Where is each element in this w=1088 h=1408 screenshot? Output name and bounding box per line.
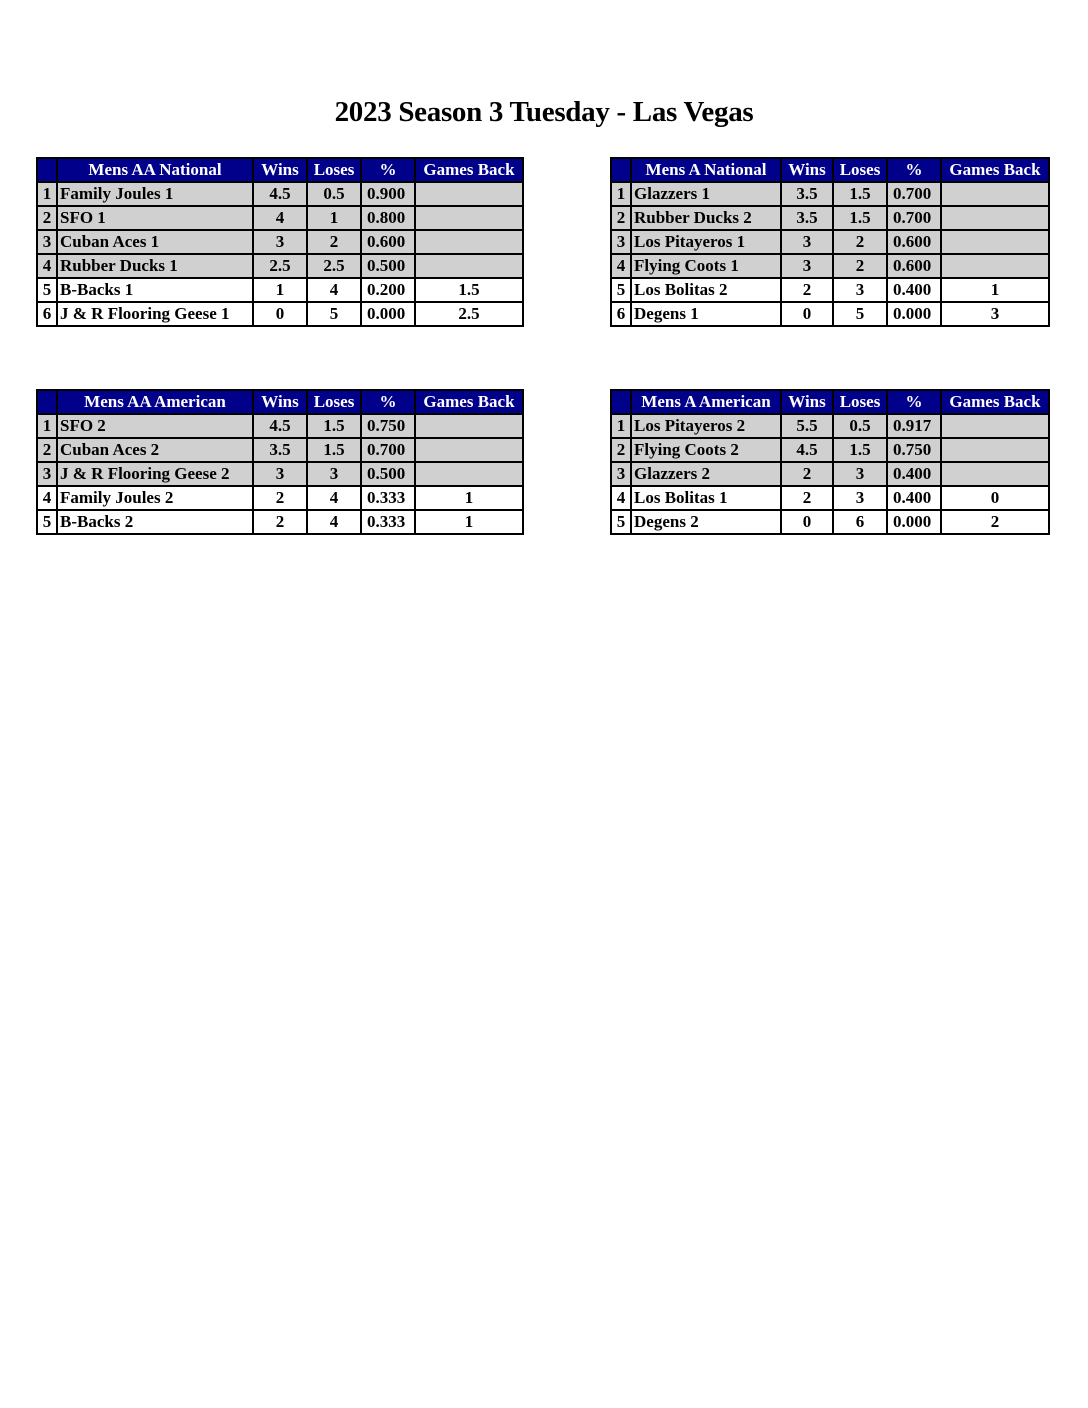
pct-cell: 0.917 bbox=[887, 414, 941, 438]
games-back-cell bbox=[941, 414, 1049, 438]
wins-cell: 2 bbox=[781, 462, 833, 486]
division-name: Mens A National bbox=[631, 158, 781, 182]
loses-cell: 3 bbox=[833, 462, 887, 486]
loses-cell: 3 bbox=[833, 486, 887, 510]
division-name: Mens AA National bbox=[57, 158, 253, 182]
table-row bbox=[37, 182, 523, 206]
rank-cell: 1 bbox=[611, 182, 631, 206]
pct-cell: 0.800 bbox=[361, 206, 415, 230]
games-back-cell bbox=[415, 182, 523, 206]
rank-cell: 4 bbox=[611, 254, 631, 278]
header-rank-cell bbox=[37, 390, 57, 414]
pct-cell: 0.200 bbox=[361, 278, 415, 302]
team-name-cell: Flying Coots 1 bbox=[631, 254, 781, 278]
table-row bbox=[611, 486, 1049, 510]
pct-cell: 0.000 bbox=[361, 302, 415, 326]
loses-header: Loses bbox=[833, 390, 887, 414]
pct-cell: 0.750 bbox=[887, 438, 941, 462]
wins-cell: 5.5 bbox=[781, 414, 833, 438]
pct-cell: 0.600 bbox=[887, 230, 941, 254]
pct-cell: 0.400 bbox=[887, 278, 941, 302]
header-row bbox=[611, 390, 1049, 414]
loses-cell: 5 bbox=[307, 302, 361, 326]
table-row bbox=[37, 462, 523, 486]
loses-cell: 4 bbox=[307, 278, 361, 302]
loses-cell: 1.5 bbox=[307, 414, 361, 438]
rank-cell: 3 bbox=[611, 462, 631, 486]
standings-table-mens-aa-national bbox=[36, 157, 524, 327]
wins-cell: 3 bbox=[253, 462, 307, 486]
pct-cell: 0.900 bbox=[361, 182, 415, 206]
rank-cell: 1 bbox=[611, 414, 631, 438]
table-row bbox=[37, 278, 523, 302]
loses-cell: 4 bbox=[307, 486, 361, 510]
team-name-cell: SFO 1 bbox=[57, 206, 253, 230]
rank-cell: 1 bbox=[37, 414, 57, 438]
team-name-cell: Family Joules 2 bbox=[57, 486, 253, 510]
table-row bbox=[37, 510, 523, 534]
games-back-cell: 1 bbox=[415, 486, 523, 510]
loses-cell: 2 bbox=[833, 254, 887, 278]
pct-cell: 0.333 bbox=[361, 486, 415, 510]
team-name-cell: B-Backs 1 bbox=[57, 278, 253, 302]
games-back-cell bbox=[941, 254, 1049, 278]
team-name-cell: Cuban Aces 2 bbox=[57, 438, 253, 462]
table-row bbox=[37, 438, 523, 462]
loses-cell: 1.5 bbox=[307, 438, 361, 462]
loses-cell: 0.5 bbox=[307, 182, 361, 206]
games-back-cell: 2 bbox=[941, 510, 1049, 534]
pct-cell: 0.700 bbox=[887, 206, 941, 230]
standings-table-mens-a-national bbox=[610, 157, 1050, 327]
team-name-cell: Degens 2 bbox=[631, 510, 781, 534]
standings-table-mens-a-american bbox=[610, 389, 1050, 535]
wins-cell: 3.5 bbox=[781, 206, 833, 230]
table-row bbox=[37, 230, 523, 254]
table-row bbox=[611, 438, 1049, 462]
loses-header: Loses bbox=[307, 158, 361, 182]
rank-cell: 5 bbox=[611, 278, 631, 302]
loses-cell: 3 bbox=[833, 278, 887, 302]
pct-cell: 0.600 bbox=[887, 254, 941, 278]
table-row bbox=[611, 182, 1049, 206]
games-back-cell bbox=[415, 254, 523, 278]
games-back-cell bbox=[941, 182, 1049, 206]
wins-header: Wins bbox=[253, 390, 307, 414]
team-name-cell: Los Pitayeros 1 bbox=[631, 230, 781, 254]
pct-cell: 0.000 bbox=[887, 302, 941, 326]
loses-cell: 2 bbox=[307, 230, 361, 254]
team-name-cell: Flying Coots 2 bbox=[631, 438, 781, 462]
pct-cell: 0.700 bbox=[361, 438, 415, 462]
table-row bbox=[37, 486, 523, 510]
loses-cell: 3 bbox=[307, 462, 361, 486]
loses-cell: 5 bbox=[833, 302, 887, 326]
games-back-cell bbox=[941, 438, 1049, 462]
team-name-cell: Cuban Aces 1 bbox=[57, 230, 253, 254]
table-row bbox=[611, 254, 1049, 278]
team-name-cell: Glazzers 2 bbox=[631, 462, 781, 486]
games-back-cell: 1 bbox=[415, 510, 523, 534]
team-name-cell: Family Joules 1 bbox=[57, 182, 253, 206]
games-back-header: Games Back bbox=[415, 390, 523, 414]
loses-cell: 1.5 bbox=[833, 206, 887, 230]
loses-cell: 1.5 bbox=[833, 182, 887, 206]
rank-cell: 2 bbox=[37, 206, 57, 230]
games-back-header: Games Back bbox=[941, 390, 1049, 414]
pct-cell: 0.500 bbox=[361, 254, 415, 278]
team-name-cell: SFO 2 bbox=[57, 414, 253, 438]
rank-cell: 5 bbox=[37, 510, 57, 534]
rank-cell: 2 bbox=[611, 206, 631, 230]
games-back-cell: 3 bbox=[941, 302, 1049, 326]
team-name-cell: J & R Flooring Geese 2 bbox=[57, 462, 253, 486]
pct-cell: 0.400 bbox=[887, 462, 941, 486]
wins-cell: 0 bbox=[253, 302, 307, 326]
rank-cell: 6 bbox=[37, 302, 57, 326]
table-row bbox=[611, 230, 1049, 254]
table-row bbox=[611, 302, 1049, 326]
pct-cell: 0.333 bbox=[361, 510, 415, 534]
rank-cell: 6 bbox=[611, 302, 631, 326]
pct-cell: 0.700 bbox=[887, 182, 941, 206]
pct-header: % bbox=[361, 390, 415, 414]
pct-cell: 0.600 bbox=[361, 230, 415, 254]
wins-cell: 4.5 bbox=[253, 414, 307, 438]
wins-cell: 3 bbox=[253, 230, 307, 254]
header-rank-cell bbox=[37, 158, 57, 182]
games-back-cell bbox=[415, 206, 523, 230]
games-back-header: Games Back bbox=[941, 158, 1049, 182]
wins-cell: 2.5 bbox=[253, 254, 307, 278]
wins-cell: 0 bbox=[781, 302, 833, 326]
table-row bbox=[611, 510, 1049, 534]
table-row bbox=[37, 414, 523, 438]
pct-cell: 0.500 bbox=[361, 462, 415, 486]
rank-cell: 3 bbox=[37, 230, 57, 254]
rank-cell: 4 bbox=[37, 486, 57, 510]
team-name-cell: B-Backs 2 bbox=[57, 510, 253, 534]
games-back-cell: 1 bbox=[941, 278, 1049, 302]
table-row bbox=[37, 302, 523, 326]
table-row bbox=[611, 414, 1049, 438]
loses-cell: 2 bbox=[833, 230, 887, 254]
team-name-cell: J & R Flooring Geese 1 bbox=[57, 302, 253, 326]
team-name-cell: Los Pitayeros 2 bbox=[631, 414, 781, 438]
pct-cell: 0.750 bbox=[361, 414, 415, 438]
loses-cell: 4 bbox=[307, 510, 361, 534]
games-back-cell bbox=[941, 206, 1049, 230]
games-back-cell: 1.5 bbox=[415, 278, 523, 302]
pct-cell: 0.400 bbox=[887, 486, 941, 510]
pct-header: % bbox=[887, 390, 941, 414]
pct-header: % bbox=[361, 158, 415, 182]
loses-cell: 1.5 bbox=[833, 438, 887, 462]
wins-header: Wins bbox=[781, 158, 833, 182]
header-rank-cell bbox=[611, 390, 631, 414]
loses-cell: 2.5 bbox=[307, 254, 361, 278]
rank-cell: 3 bbox=[611, 230, 631, 254]
table-row bbox=[611, 462, 1049, 486]
games-back-cell bbox=[415, 230, 523, 254]
division-name: Mens AA American bbox=[57, 390, 253, 414]
team-name-cell: Los Bolitas 1 bbox=[631, 486, 781, 510]
games-back-cell: 0 bbox=[941, 486, 1049, 510]
wins-cell: 4.5 bbox=[781, 438, 833, 462]
table-row bbox=[611, 278, 1049, 302]
team-name-cell: Rubber Ducks 1 bbox=[57, 254, 253, 278]
loses-header: Loses bbox=[307, 390, 361, 414]
pct-cell: 0.000 bbox=[887, 510, 941, 534]
pct-header: % bbox=[887, 158, 941, 182]
wins-cell: 2 bbox=[253, 510, 307, 534]
rank-cell: 5 bbox=[611, 510, 631, 534]
wins-cell: 4.5 bbox=[253, 182, 307, 206]
wins-cell: 0 bbox=[781, 510, 833, 534]
loses-header: Loses bbox=[833, 158, 887, 182]
rank-cell: 2 bbox=[611, 438, 631, 462]
wins-cell: 3 bbox=[781, 254, 833, 278]
header-rank-cell bbox=[611, 158, 631, 182]
loses-cell: 6 bbox=[833, 510, 887, 534]
wins-cell: 2 bbox=[781, 278, 833, 302]
rank-cell: 4 bbox=[37, 254, 57, 278]
rank-cell: 2 bbox=[37, 438, 57, 462]
games-back-cell bbox=[941, 462, 1049, 486]
rank-cell: 5 bbox=[37, 278, 57, 302]
wins-cell: 1 bbox=[253, 278, 307, 302]
team-name-cell: Los Bolitas 2 bbox=[631, 278, 781, 302]
wins-cell: 2 bbox=[781, 486, 833, 510]
page-title: 2023 Season 3 Tuesday - Las Vegas bbox=[334, 96, 754, 128]
rank-cell: 3 bbox=[37, 462, 57, 486]
wins-cell: 3.5 bbox=[781, 182, 833, 206]
wins-cell: 2 bbox=[253, 486, 307, 510]
team-name-cell: Degens 1 bbox=[631, 302, 781, 326]
wins-cell: 3.5 bbox=[253, 438, 307, 462]
wins-header: Wins bbox=[781, 390, 833, 414]
wins-header: Wins bbox=[253, 158, 307, 182]
standings-table-mens-aa-american bbox=[36, 389, 524, 535]
loses-cell: 1 bbox=[307, 206, 361, 230]
games-back-cell bbox=[415, 438, 523, 462]
rank-cell: 1 bbox=[37, 182, 57, 206]
loses-cell: 0.5 bbox=[833, 414, 887, 438]
games-back-cell bbox=[415, 462, 523, 486]
header-row bbox=[37, 158, 523, 182]
games-back-cell: 2.5 bbox=[415, 302, 523, 326]
header-row bbox=[37, 390, 523, 414]
table-row bbox=[611, 206, 1049, 230]
games-back-header: Games Back bbox=[415, 158, 523, 182]
rank-cell: 4 bbox=[611, 486, 631, 510]
wins-cell: 3 bbox=[781, 230, 833, 254]
header-row bbox=[611, 158, 1049, 182]
team-name-cell: Glazzers 1 bbox=[631, 182, 781, 206]
wins-cell: 4 bbox=[253, 206, 307, 230]
table-row bbox=[37, 254, 523, 278]
games-back-cell bbox=[415, 414, 523, 438]
team-name-cell: Rubber Ducks 2 bbox=[631, 206, 781, 230]
games-back-cell bbox=[941, 230, 1049, 254]
table-row bbox=[37, 206, 523, 230]
division-name: Mens A American bbox=[631, 390, 781, 414]
